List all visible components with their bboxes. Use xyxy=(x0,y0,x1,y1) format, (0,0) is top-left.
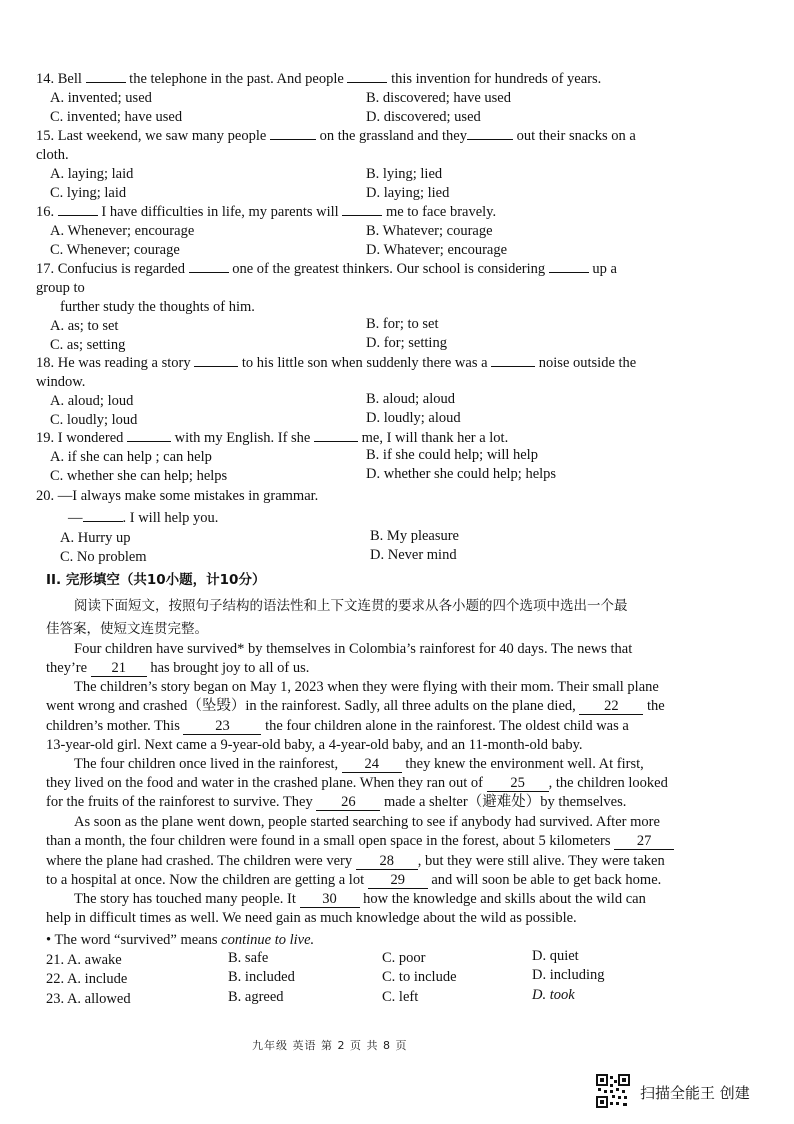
q15-option-d[interactable]: D. laying; lied xyxy=(366,185,450,201)
q14-option-c[interactable]: C. invented; have used xyxy=(50,109,183,125)
q22-option-a[interactable]: 22. A. include xyxy=(46,971,128,987)
q21-option-d[interactable]: D. quiet xyxy=(532,948,579,964)
q14-option-d[interactable]: D. discovered; used xyxy=(366,109,481,125)
footnote: • The word “survived” means continue to live. xyxy=(46,932,315,948)
q17-option-a[interactable]: A. as; to set xyxy=(50,318,119,334)
passage-line: went wrong and crashed（坠毁）in the rainforest. Sadly, all three adults on the plane died, 22 the xyxy=(46,698,665,714)
q17-option-b[interactable]: B. for; to set xyxy=(366,316,439,332)
passage-line: help in difficult times as well. We need gain as much knowledge about the wild as possible. xyxy=(46,910,577,926)
q23-option-c[interactable]: C. left xyxy=(382,989,419,1005)
blank xyxy=(127,441,171,442)
question-15-stem: 15. Last weekend, we saw many people on the grassland and they out their snacks on a xyxy=(36,128,636,144)
blank-21: 21 xyxy=(91,661,147,677)
blank xyxy=(86,82,126,83)
question-19-stem: 19. I wondered with my English. If she me, I will thank her a lot. xyxy=(36,430,509,446)
passage-line: children’s mother. This 23 the four children alone in the rainforest. The oldest child was a xyxy=(46,718,629,734)
q16-option-b[interactable]: B. Whatever; courage xyxy=(366,223,493,239)
q16-option-c[interactable]: C. Whenever; courage xyxy=(50,242,180,258)
blank-25: 25 xyxy=(487,776,549,792)
question-18-stem: 18. He was reading a story to his little son when suddenly there was a noise outside the xyxy=(36,355,637,371)
blank-22: 22 xyxy=(579,699,643,715)
q18-option-d[interactable]: D. loudly; aloud xyxy=(366,410,461,426)
question-16-stem: 16. I have difficulties in life, my parents will me to face bravely. xyxy=(36,204,497,220)
question-15-stem-cont: cloth. xyxy=(36,147,69,163)
question-17-stem-cont: group to xyxy=(36,280,85,296)
q21-option-c[interactable]: C. poor xyxy=(382,950,426,966)
q19-option-b[interactable]: B. if she could help; will help xyxy=(366,447,538,463)
question-20-stem: 20. —I always make some mistakes in grammar. xyxy=(36,488,319,504)
passage-line: Four children have survived* by themselves in Colombia’s rainforest for 40 days. The news that xyxy=(74,641,633,657)
q20-option-b[interactable]: B. My pleasure xyxy=(370,528,459,544)
q20-option-a[interactable]: A. Hurry up xyxy=(60,530,131,546)
passage-line: to a hospital at once. Now the children are getting a lot 29 and will soon be able to get back home. xyxy=(46,872,662,888)
q23-option-b[interactable]: B. agreed xyxy=(228,989,284,1005)
section-2-instructions: 阅读下面短文，按照句子结构的语法性和上下文连贯的要求从各小题的四个选项中选出一个最 xyxy=(74,598,628,614)
q18-option-a[interactable]: A. aloud; loud xyxy=(50,393,134,409)
q23-option-d[interactable]: D. took xyxy=(532,987,575,1003)
q22-option-c[interactable]: C. to include xyxy=(382,969,457,985)
passage-line: where the plane had crashed. The children were very 28 , but they were still alive. They were taken xyxy=(46,853,665,869)
blank xyxy=(347,82,387,83)
q14-option-a[interactable]: A. invented; used xyxy=(50,90,152,106)
blank xyxy=(314,441,358,442)
q18-option-b[interactable]: B. aloud; aloud xyxy=(366,391,456,407)
blank xyxy=(270,139,316,140)
q19-option-a[interactable]: A. if she can help ; can help xyxy=(50,449,212,465)
qr-code-icon xyxy=(596,1074,630,1108)
passage-line: The four children once lived in the rainforest, 24 they knew the environment well. At first, xyxy=(74,756,644,772)
question-17-stem: 17. Confucius is regarded one of the greatest thinkers. Our school is considering up a xyxy=(36,261,617,277)
question-18-stem-cont: window. xyxy=(36,374,86,390)
blank-26: 26 xyxy=(316,795,380,811)
q19-option-d[interactable]: D. whether she could help; helps xyxy=(366,466,557,482)
blank xyxy=(549,272,589,273)
passage-line: The children’s story began on May 1, 2023 when they were flying with their mom. Their small plane xyxy=(74,679,659,695)
q15-option-b[interactable]: B. lying; lied xyxy=(366,166,443,182)
passage-line: The story has touched many people. It 30 how the knowledge and skills about the wild can xyxy=(74,891,646,907)
blank-27: 27 xyxy=(614,834,674,850)
passage-line: they’re 21 has brought joy to all of us. xyxy=(46,660,310,676)
passage-line: 13-year-old girl. Next came a 9-year-old baby, a 4-year-old baby, and an 11-month-old baby. xyxy=(46,737,583,753)
section-2-title: II. 完形填空（共10小题，计10分） xyxy=(46,572,266,588)
blank xyxy=(342,215,382,216)
q21-option-b[interactable]: B. safe xyxy=(228,950,269,966)
passage-line: As soon as the plane went down, people started searching to see if anybody had survived. After more xyxy=(74,814,660,830)
scanner-watermark: 扫描全能王 创建 xyxy=(640,1084,750,1102)
blank xyxy=(83,521,123,522)
passage-line: for the fruits of the rainforest to survive. They 26 made a shelter（避难处）by themselves. xyxy=(46,794,627,810)
q16-option-d[interactable]: D. Whatever; encourage xyxy=(366,242,508,258)
blank xyxy=(189,272,229,273)
question-17-stem-cont2: further study the thoughts of him. xyxy=(60,299,255,315)
q22-option-b[interactable]: B. included xyxy=(228,969,295,985)
blank xyxy=(194,366,238,367)
page-footer: 九年级 英语 第 2 页 共 8 页 xyxy=(252,1039,408,1052)
q15-option-c[interactable]: C. lying; laid xyxy=(50,185,127,201)
q21-option-a[interactable]: 21. A. awake xyxy=(46,952,122,968)
section-2-instructions-cont: 佳答案，使短文连贯完整。 xyxy=(46,621,208,637)
q17-option-c[interactable]: C. as; setting xyxy=(50,337,126,353)
q17-option-d[interactable]: D. for; setting xyxy=(366,335,447,351)
question-20-response: — . I will help you. xyxy=(68,510,219,526)
q15-option-a[interactable]: A. laying; laid xyxy=(50,166,134,182)
blank xyxy=(467,139,513,140)
q23-option-a[interactable]: 23. A. allowed xyxy=(46,991,131,1007)
blank-23: 23 xyxy=(183,719,261,735)
q22-option-d[interactable]: D. including xyxy=(532,967,605,983)
blank-24: 24 xyxy=(342,757,402,773)
blank-29: 29 xyxy=(368,873,428,889)
passage-line: than a month, the four children were found in a small open space in the forest, about 5 kilometers 27 xyxy=(46,832,674,850)
q20-option-d[interactable]: D. Never mind xyxy=(370,547,457,563)
blank xyxy=(491,366,535,367)
question-14-stem: 14. Bell the telephone in the past. And people this invention for hundreds of years. xyxy=(36,71,602,87)
passage-line: they lived on the food and water in the crashed plane. When they ran out of 25 , the children looked xyxy=(46,775,668,791)
blank-28: 28 xyxy=(356,854,418,870)
blank xyxy=(58,215,98,216)
q16-option-a[interactable]: A. Whenever; encourage xyxy=(50,223,195,239)
q14-option-b[interactable]: B. discovered; have used xyxy=(366,90,511,106)
blank-30: 30 xyxy=(300,892,360,908)
q18-option-c[interactable]: C. loudly; loud xyxy=(50,412,138,428)
q19-option-c[interactable]: C. whether she can help; helps xyxy=(50,468,228,484)
q20-option-c[interactable]: C. No problem xyxy=(60,549,147,565)
